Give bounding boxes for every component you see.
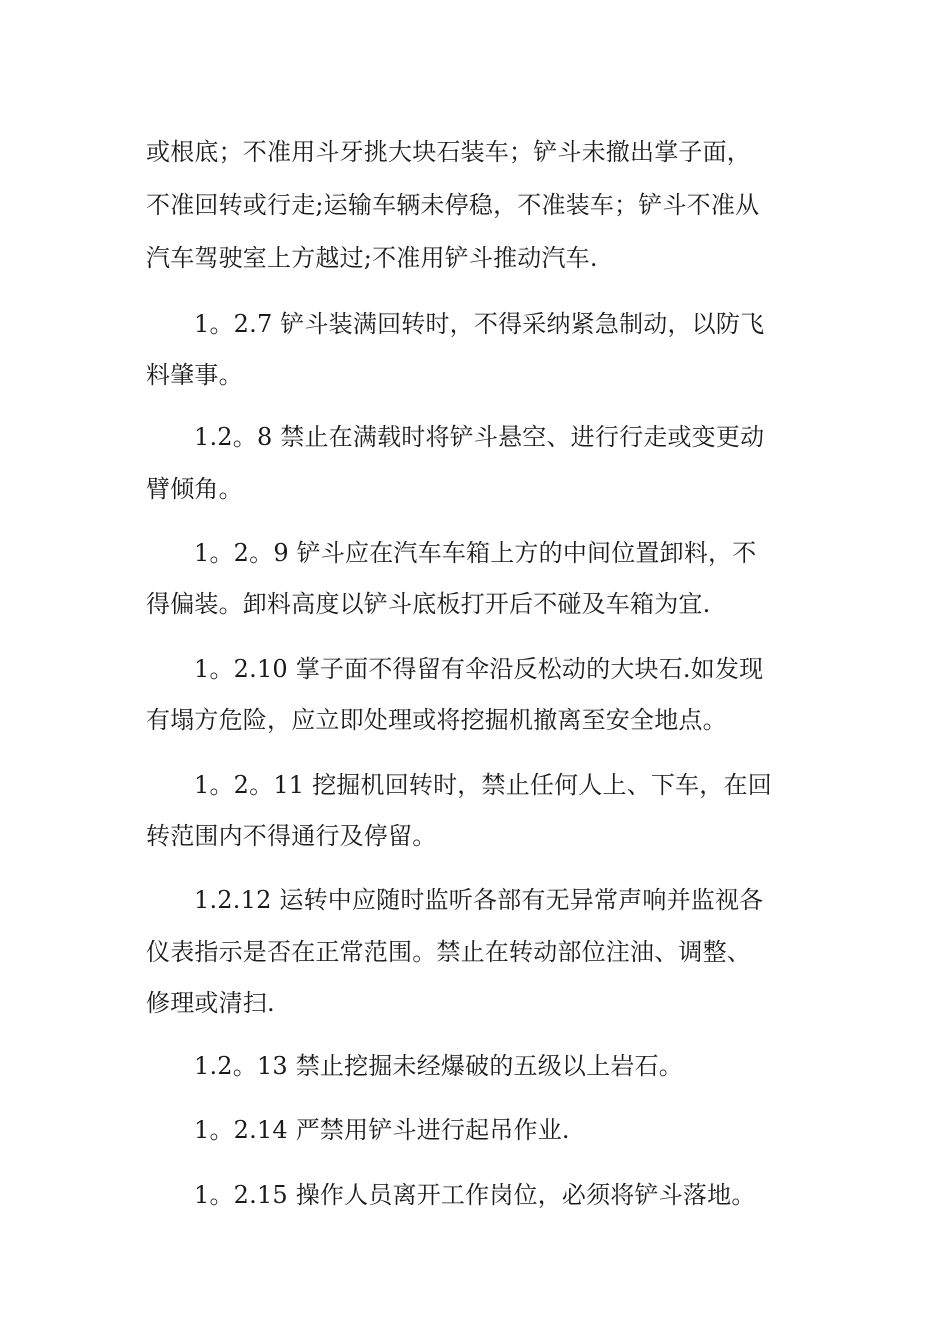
- paragraph-line: 汽车驾驶室上方越过;不准用铲斗推动汽车.: [146, 244, 598, 272]
- paragraph-line: 臂倾角。: [146, 475, 243, 503]
- paragraph-line: 不准回转或行走;运输车辆未停稳，不准装车；铲斗不准从: [146, 191, 760, 219]
- paragraph-line: 修理或清扫.: [146, 989, 275, 1017]
- paragraph-line: 得偏装。卸料高度以铲斗底板打开后不碰及车箱为宜.: [146, 590, 711, 618]
- paragraph-line: 料肇事。: [146, 361, 243, 389]
- clause-1-2-15-line: 1。2.15 操作人员离开工作岗位，必须将铲斗落地。: [194, 1181, 756, 1209]
- clause-1-2-7-line: 1。2.7 铲斗装满回转时，不得采纳紧急制动，以防飞: [194, 310, 765, 338]
- clause-1-2-13-line: 1.2。13 禁止挖掘未经爆破的五级以上岩石。: [194, 1052, 683, 1080]
- paragraph-line: 或根底；不准用斗牙挑大块石装车；铲斗未撤出掌子面，: [146, 138, 751, 166]
- paragraph-line: 仪表指示是否在正常范围。禁止在转动部位注油、调整、: [146, 938, 751, 966]
- clause-1-2-11-line: 1。2。11 挖掘机回转时，禁止任何人上、下车，在回: [194, 771, 772, 799]
- paragraph-line: 有塌方危险，应立即处理或将挖掘机撤离至安全地点。: [146, 706, 727, 734]
- clause-1-2-14-line: 1。2.14 严禁用铲斗进行起吊作业.: [194, 1116, 570, 1144]
- clause-1-2-10-line: 1。2.10 掌子面不得留有伞沿反松动的大块石.如发现: [194, 655, 764, 683]
- clause-1-2-12-line: 1.2.12 运转中应随时监听各部有无异常声响并监视各: [194, 886, 764, 914]
- clause-1-2-9-line: 1。2。9 铲斗应在汽车车箱上方的中间位置卸料，不: [194, 539, 757, 567]
- paragraph-line: 转范围内不得通行及停留。: [146, 822, 437, 850]
- clause-1-2-8-line: 1.2。8 禁止在满载时将铲斗悬空、进行行走或变更动: [194, 423, 765, 451]
